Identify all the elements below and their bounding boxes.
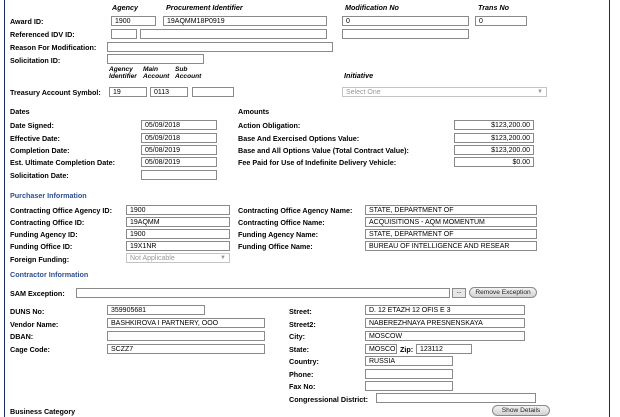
funding-office-id-input[interactable]: 19X1NR xyxy=(126,241,230,251)
treasury-main-account-header: Main Account xyxy=(143,66,170,80)
initiative-header: Initiative xyxy=(344,71,374,80)
completion-date-input[interactable]: 05/08/2019 xyxy=(141,145,217,155)
city-input[interactable]: MOSCOW xyxy=(365,331,525,341)
trans-no-input[interactable]: 0 xyxy=(475,16,527,26)
award-agency-input[interactable]: 1900 xyxy=(111,16,156,26)
chevron-down-icon: ▼ xyxy=(220,255,226,261)
funding-agency-name-input[interactable]: STATE, DEPARTMENT OF xyxy=(365,229,537,239)
cage-code-input[interactable]: SCZZ7 xyxy=(107,344,265,354)
fax-no-input[interactable] xyxy=(365,381,453,391)
state-label: State: xyxy=(289,345,309,354)
trans-no-header: Trans No xyxy=(478,3,510,12)
contracting-office-name-label: Contracting Office Name: xyxy=(238,218,325,227)
treasury-main-input[interactable]: 0113 xyxy=(150,87,188,97)
zip-label: Zip: xyxy=(400,345,414,354)
action-obligation-label: Action Obligation: xyxy=(238,121,301,130)
country-input[interactable]: RUSSIA xyxy=(365,356,453,366)
completion-date-label: Completion Date: xyxy=(10,146,70,155)
fee-paid-label: Fee Paid for Use of Indefinite Delivery Vehicle: xyxy=(238,158,397,167)
sam-exception-label: SAM Exception: xyxy=(10,289,65,298)
solicitation-date-input[interactable] xyxy=(141,170,217,180)
chevron-down-icon: ▼ xyxy=(537,89,543,95)
funding-agency-id-input[interactable]: 1900 xyxy=(126,229,230,239)
procurement-identifier-header: Procurement Identifier xyxy=(166,3,243,12)
funding-office-name-input[interactable]: BUREAU OF INTELLIGENCE AND RESEAR xyxy=(365,241,537,251)
country-label: Country: xyxy=(289,357,319,366)
sam-exception-lookup-button[interactable]: ... xyxy=(452,288,466,298)
modification-no-input[interactable]: 0 xyxy=(342,16,469,26)
treasury-agency-identifier-header: Agency Identifier xyxy=(109,66,137,80)
award-id-label: Award ID: xyxy=(10,17,44,26)
referenced-idv-label: Referenced IDV ID: xyxy=(10,30,75,39)
street2-label: Street2: xyxy=(289,320,316,329)
street-input[interactable]: D. 12 ETAZH 12 OFIS E 3 xyxy=(365,305,525,315)
agency-header: Agency xyxy=(112,3,138,12)
city-label: City: xyxy=(289,332,305,341)
phone-input[interactable] xyxy=(365,369,453,379)
base-exercised-options-label: Base And Exercised Options Value: xyxy=(238,134,360,143)
modification-no-header: Modification No xyxy=(345,3,399,12)
vendor-name-label: Vendor Name: xyxy=(10,320,59,329)
solicitation-id-input[interactable] xyxy=(107,54,204,64)
award-procurement-input[interactable]: 19AQMM18P0919 xyxy=(163,16,327,26)
contracting-office-agency-name-label: Contracting Office Agency Name: xyxy=(238,206,353,215)
foreign-funding-select[interactable]: Not Applicable ▼ xyxy=(126,253,230,263)
est-ultimate-completion-label: Est. Ultimate Completion Date: xyxy=(10,158,116,167)
action-obligation-input[interactable]: $123,200.00 xyxy=(454,120,534,130)
contracting-office-name-input[interactable]: ACQUISITIONS - AQM MOMENTUM xyxy=(365,217,537,227)
state-input[interactable]: MOSCO xyxy=(365,344,397,354)
fax-no-label: Fax No: xyxy=(289,382,316,391)
congressional-district-label: Congressional District: xyxy=(289,395,369,404)
phone-label: Phone: xyxy=(289,370,314,379)
street2-input[interactable]: NABEREZHNAYA PRESNENSKAYA xyxy=(365,318,525,328)
treasury-sub-account-header: Sub Account xyxy=(175,66,202,80)
funding-office-id-label: Funding Office ID: xyxy=(10,242,73,251)
ref-idv-modification-input[interactable] xyxy=(342,29,469,39)
foreign-funding-label: Foreign Funding: xyxy=(10,255,70,264)
reason-label: Reason For Modification: xyxy=(10,43,97,52)
contracting-office-id-input[interactable]: 19AQMM xyxy=(126,217,230,227)
dates-title: Dates xyxy=(10,107,30,116)
contracting-office-agency-name-input[interactable]: STATE, DEPARTMENT OF xyxy=(365,205,537,215)
amounts-title: Amounts xyxy=(238,107,270,116)
congressional-district-input[interactable] xyxy=(376,393,536,403)
date-signed-input[interactable]: 05/09/2018 xyxy=(141,120,217,130)
treasury-account-symbol-label: Treasury Account Symbol: xyxy=(10,88,101,97)
show-details-button[interactable]: Show Details xyxy=(492,405,550,416)
solicitation-date-label: Solicitation Date: xyxy=(10,171,69,180)
sam-exception-input[interactable] xyxy=(76,288,450,298)
fee-paid-input[interactable]: $0.00 xyxy=(454,157,534,167)
cage-code-label: Cage Code: xyxy=(10,345,50,354)
treasury-agency-input[interactable]: 19 xyxy=(109,87,147,97)
dban-input[interactable] xyxy=(107,331,265,341)
base-exercised-options-input[interactable]: $123,200.00 xyxy=(454,133,534,143)
dban-label: DBAN: xyxy=(10,332,34,341)
duns-no-label: DUNS No: xyxy=(10,307,45,316)
funding-office-name-label: Funding Office Name: xyxy=(238,242,313,251)
effective-date-input[interactable]: 05/09/2018 xyxy=(141,133,217,143)
duns-no-input[interactable]: 359905681 xyxy=(107,305,205,315)
purchaser-information-title: Purchaser Information xyxy=(10,191,87,200)
total-contract-value-input[interactable]: $123,200.00 xyxy=(454,145,534,155)
initiative-select[interactable]: Select One ▼ xyxy=(342,87,547,97)
est-ultimate-completion-input[interactable]: 05/08/2019 xyxy=(141,157,217,167)
vendor-name-input[interactable]: BASHKIROVA I PARTNERY, OOO xyxy=(107,318,265,328)
funding-agency-name-label: Funding Agency Name: xyxy=(238,230,318,239)
total-contract-value-label: Base and All Options Value (Total Contract Value): xyxy=(238,146,409,155)
effective-date-label: Effective Date: xyxy=(10,134,60,143)
contracting-office-agency-id-label: Contracting Office Agency ID: xyxy=(10,206,112,215)
date-signed-label: Date Signed: xyxy=(10,121,54,130)
contracting-office-id-label: Contracting Office ID: xyxy=(10,218,85,227)
street-label: Street: xyxy=(289,307,312,316)
funding-agency-id-label: Funding Agency ID: xyxy=(10,230,78,239)
ref-idv-procurement-input[interactable] xyxy=(140,29,327,39)
ref-idv-agency-input[interactable] xyxy=(111,29,137,39)
treasury-sub-input[interactable] xyxy=(192,87,234,97)
solicitation-id-label: Solicitation ID: xyxy=(10,56,61,65)
zip-input[interactable]: 123112 xyxy=(416,344,472,354)
contracting-office-agency-id-input[interactable]: 1900 xyxy=(126,205,230,215)
business-category-label: Business Category xyxy=(10,407,76,416)
reason-input[interactable] xyxy=(107,42,333,52)
remove-exception-button[interactable]: Remove Exception xyxy=(469,287,537,298)
contractor-information-title: Contractor Information xyxy=(10,270,89,279)
